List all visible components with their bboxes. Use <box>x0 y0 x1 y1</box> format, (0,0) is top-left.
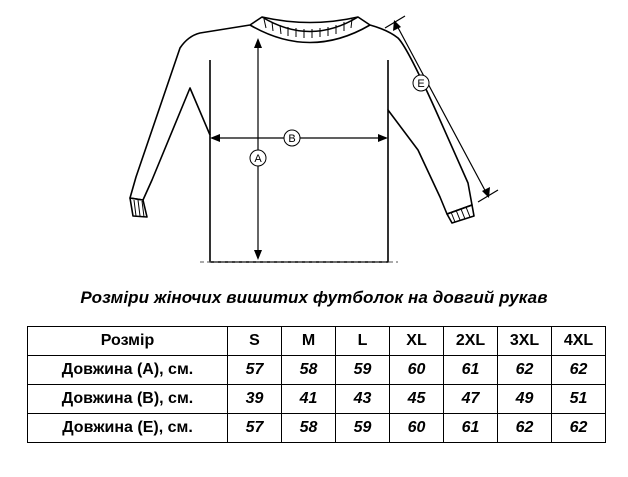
size-header-cell: 2XL <box>444 327 498 356</box>
dimension-e-label: E <box>417 78 425 90</box>
table-cell: 59 <box>336 356 390 385</box>
table-cell: 62 <box>498 356 552 385</box>
table-cell: 58 <box>282 356 336 385</box>
table-cell: 41 <box>282 385 336 414</box>
row-label: Довжина (Е), см. <box>28 414 228 443</box>
cuff-ribbing <box>134 200 470 222</box>
table-cell: 60 <box>390 356 444 385</box>
table-cell: 57 <box>228 356 282 385</box>
size-header-cell: L <box>336 327 390 356</box>
table-cell: 45 <box>390 385 444 414</box>
table-cell: 62 <box>498 414 552 443</box>
dimension-a-arrow <box>254 38 262 260</box>
size-header-cell: S <box>228 327 282 356</box>
size-header-cell: 4XL <box>552 327 606 356</box>
size-header-cell: XL <box>390 327 444 356</box>
dimension-b-label: B <box>288 133 296 145</box>
table-cell: 51 <box>552 385 606 414</box>
table-cell: 60 <box>390 414 444 443</box>
row-label: Довжина (А), см. <box>28 356 228 385</box>
table-row <box>28 356 606 385</box>
table-header-row <box>28 327 606 356</box>
size-table <box>27 326 606 443</box>
table-row <box>28 385 606 414</box>
table-cell: 57 <box>228 414 282 443</box>
table-cell: 58 <box>282 414 336 443</box>
table-cell: 61 <box>444 356 498 385</box>
dimension-a-label: A <box>254 153 262 165</box>
table-cell: 61 <box>444 414 498 443</box>
table-cell: 39 <box>228 385 282 414</box>
size-header-cell: M <box>282 327 336 356</box>
table-cell: 47 <box>444 385 498 414</box>
table-cell: 62 <box>552 414 606 443</box>
table-cell: 59 <box>336 414 390 443</box>
size-chart-title: Розміри жіночих вишитих футболок на довгий рукав <box>80 288 548 307</box>
table-cell: 43 <box>336 385 390 414</box>
table-row <box>28 414 606 443</box>
table-cell: 62 <box>552 356 606 385</box>
shirt-outline <box>130 17 474 262</box>
row-label: Довжина (В), см. <box>28 385 228 414</box>
table-cell: 49 <box>498 385 552 414</box>
size-header-cell: 3XL <box>498 327 552 356</box>
size-header-label: Розмір <box>28 327 228 356</box>
